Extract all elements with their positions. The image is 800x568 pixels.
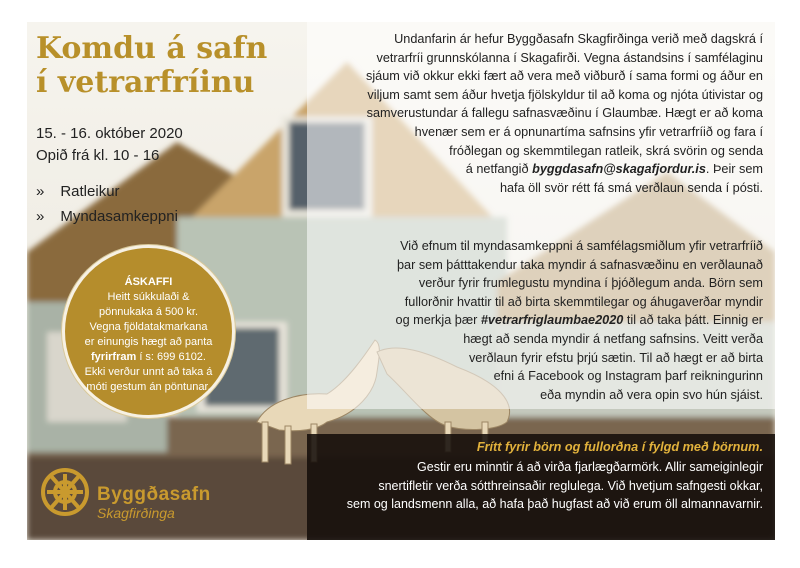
date-range: 15. - 16. október 2020 <box>36 125 183 142</box>
photo-contest-paragraph: Við efnum til myndasamkeppni á samfélagsmiðlum yfir vetrarfríið þar sem þátttakendur taka myndir á safnasvæðinu en verðlaunað verður fyrir frumlegustu myndina í þjóðlegum anda. Börn sem fullorðnir hvattir til að birta skemmtilegar og áhugaverðar myndir og merkja þær #vetrarfriglaumbae2020 til að taka þátt. Einnig er hægt að senda myndir á netfang safnsins. Veitt verða verðlaun fyrir efstu þrjú sætin. Til að hægt er að birta efni á Facebook og Instagram þarf reikningurinn eða myndin að vera opin svo hún sjáist. <box>395 239 763 402</box>
list-item: » Myndasamkeppni <box>36 204 178 229</box>
description-panel <box>307 22 775 409</box>
cafe-heading: ÁSKAFFI <box>124 276 173 288</box>
footer-notice <box>307 434 775 540</box>
hashtag: #vetrarfriglaumbae2020 <box>480 313 624 328</box>
cafe-info-badge: ÁSKAFFI Heitt súkkulaði & pönnukaka á 500 kr. Vegna fjöldatakmarkana er einungis hægt að panta fyrirfram í s: 699 6102. Ekki verður unnt að taka á móti gestum án pöntunar. <box>62 245 235 418</box>
intro-paragraph: Undanfarin ár hefur Byggðasafn Skagfirðinga verið með dagskrá í vetrarfríi grunnskólanna í Skagafirði. Vegna ástandsins í samfélaginu sjáum við okkur ekki fært að vera með viðburð í sama formi og áður en viljum samt sem áður hvetja fjölskyldur til að koma og njóta útivistar og samverustundar á fallegu safnasvæðinu í Glaumbæ. Hægt er að koma hvenær sem er á opnunartíma safnsins yfir vetrarfríið og fara í fróðlegan og skemmtilegan ratleik, skrá svörin og senda á netfangið byggdasafn@skagafjordur.is. Þeir sem hafa öll svör rétt fá smá verðlaun senda í pósti. <box>365 32 763 195</box>
poster <box>27 22 775 540</box>
opening-hours: Opið frá kl. 10 - 16 <box>36 147 160 164</box>
list-item: » Ratleikur <box>36 179 178 204</box>
event-dates <box>36 123 183 167</box>
title-line-1: Komdu á safn <box>36 31 268 66</box>
email-link[interactable]: byggdasafn@skagafjordur.is <box>532 162 706 177</box>
free-entry-heading: Frítt fyrir börn og fullorðna í fylgd með börnum. <box>476 440 763 454</box>
activities-list <box>36 179 178 229</box>
logo-name: Byggðasafn <box>97 484 211 505</box>
title-line-2: í vetrarfríinu <box>36 65 255 100</box>
page-title <box>36 32 267 100</box>
covid-notice: Gestir eru minntir á að virða fjarlægðarmörk. Allir sameiginlegir snertifletir verða sótthreinsaðir reglulega. Við hvetjum safngesti okkar, sem og landsmenn alla, að hafa það hugfast að við erum öll almannavarnir. <box>346 460 763 511</box>
logo-subtitle: Skagfirðinga <box>97 505 175 521</box>
